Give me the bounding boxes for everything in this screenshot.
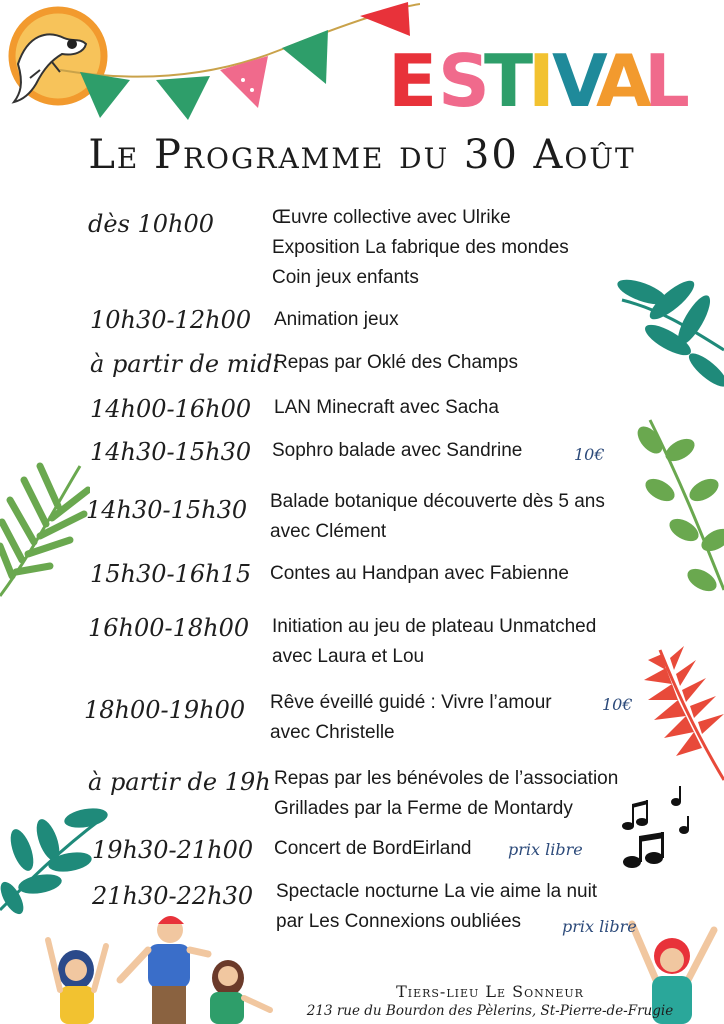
price-tag: 10€ <box>602 695 633 714</box>
palm-leaf-icon <box>0 456 90 606</box>
schedule-activity: Sophro balade avec Sandrine <box>272 440 523 461</box>
festival-logo <box>388 38 688 128</box>
venue-name: Tiers-lieu Le Sonneur <box>396 982 584 1001</box>
festival-letter: T <box>484 39 534 123</box>
schedule-activity: Initiation au jeu de plateau Unmatched <box>272 616 597 637</box>
schedule-time: dès 10h00 <box>88 210 215 238</box>
schedule-activity: Rêve éveillé guidé : Vivre l’amour <box>270 692 552 713</box>
music-notes-icon <box>618 780 724 876</box>
schedule-activity: avec Clément <box>270 521 387 542</box>
price-tag: prix libre <box>562 917 637 936</box>
schedule-activity: LAN Minecraft avec Sacha <box>274 397 499 418</box>
schedule-time: à partir de midi <box>90 350 281 378</box>
schedule-activity: Grillades par la Ferme de Montardy <box>274 798 573 819</box>
schedule-time: 19h30-21h00 <box>92 836 254 864</box>
page-title: Le Programme du 30 Août <box>88 132 636 178</box>
schedule-activity: Animation jeux <box>274 309 399 330</box>
schedule-activity: avec Laura et Lou <box>272 646 425 667</box>
schedule-activity: Œuvre collective avec Ulrike <box>272 207 511 228</box>
schedule-activity: Concert de BordEirland <box>274 838 472 859</box>
price-tag: 10€ <box>574 445 605 464</box>
schedule-activity: avec Christelle <box>270 722 395 743</box>
dancing-people-illustration <box>40 910 300 1024</box>
schedule-activity: Exposition La fabrique des mondes <box>272 237 569 258</box>
festival-letter: V <box>552 39 608 123</box>
schedule-activity: par Les Connexions oubliées <box>276 911 522 932</box>
festival-letter: E <box>388 39 438 123</box>
festival-letter: I <box>528 39 555 123</box>
schedule-activity: Contes au Handpan avec Fabienne <box>270 563 569 584</box>
teal-leaf-branch-icon <box>612 240 724 390</box>
venue-address: 213 rue du Bourdon des Pèlerins, St-Pierre-de-Frugie <box>306 1003 674 1019</box>
festival-letter: L <box>644 39 690 123</box>
schedule-activity: Spectacle nocturne La vie aime la nuit <box>276 881 598 902</box>
schedule-activity: Repas par Oklé des Champs <box>274 352 518 373</box>
schedule-time: 14h30-15h30 <box>90 438 252 466</box>
festival-letter: S <box>438 39 490 123</box>
schedule-time: 21h30-22h30 <box>92 882 254 910</box>
schedule-activity: Repas par les bénévoles de l’association <box>274 768 619 789</box>
price-tag: prix libre <box>508 840 583 859</box>
schedule-time: 14h00-16h00 <box>90 395 252 423</box>
schedule-time: 14h30-15h30 <box>86 496 248 524</box>
bunting-flags <box>60 0 420 130</box>
schedule-time: 18h00-19h00 <box>84 696 246 724</box>
schedule-time: à partir de 19h <box>88 768 271 796</box>
schedule-time: 16h00-18h00 <box>88 614 250 642</box>
schedule-activity: Balade botanique découverte dès 5 ans <box>270 491 605 512</box>
green-leaf-branch-icon <box>620 410 724 600</box>
schedule-time: 10h30-12h00 <box>90 306 252 334</box>
schedule-activity: Coin jeux enfants <box>272 267 419 288</box>
festival-letter: A <box>596 39 652 123</box>
schedule-time: 15h30-16h15 <box>90 560 252 588</box>
red-fern-leaf-icon <box>640 640 724 790</box>
